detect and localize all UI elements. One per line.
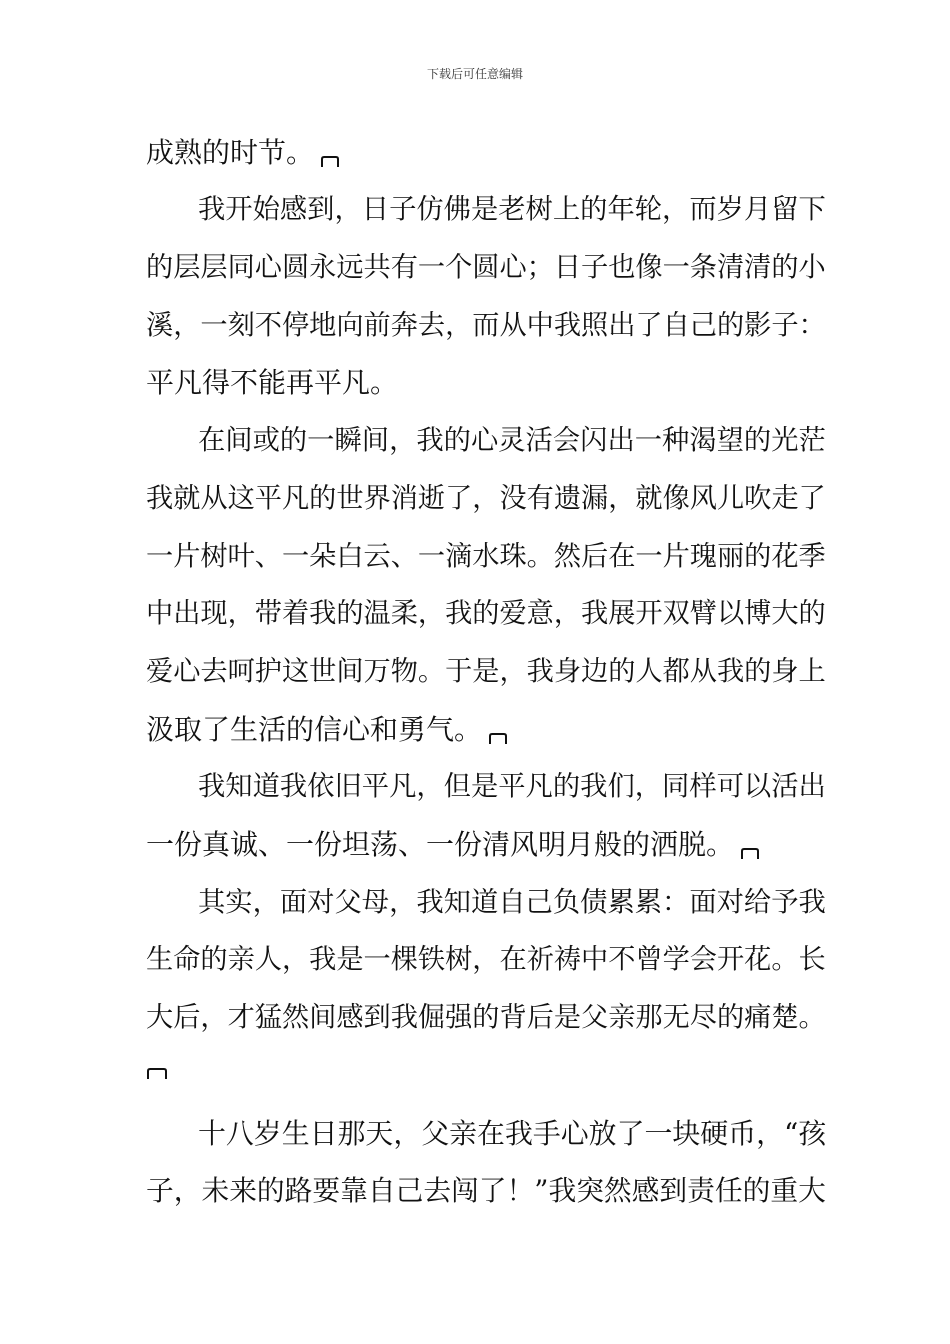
text-line-7: 我就从这平凡的世界消逝了，没有遗漏，就像风儿吹走了 — [146, 483, 826, 514]
text-line-16: 大后，才猛然间感到我倔强的背后是父亲那无尽的痛楚。 — [146, 1002, 826, 1033]
text-line-15: 生命的亲人，我是一棵铁树，在祈祷中不曾学会开花。长 — [146, 944, 826, 975]
text-line-2: 我开始感到，日子仿佛是老树上的年轮，而岁月留下 — [198, 194, 826, 225]
text-line-8: 一片树叶、一朵白云、一滴水珠。然后在一片瑰丽的花季 — [146, 541, 826, 572]
text-line-6: 在间或的一瞬间，我的心灵活会闪出一种渴望的光茫 — [198, 425, 826, 456]
text-line-12: 我知道我依旧平凡，但是平凡的我们，同样可以活出 — [198, 771, 826, 802]
text-line-17: 十八岁生日那天，父亲在我手心放了一块硬币，“孩 — [198, 1117, 827, 1150]
text-line-13: 一份真诚、一份坦荡、一份清风明月般的洒脱。 — [146, 825, 826, 865]
text-line-4: 溪，一刻不停地向前奔去，而从中我照出了自己的影子： — [146, 310, 826, 341]
paragraph-mark-icon — [320, 154, 340, 168]
text-line-18: 子，未来的路要靠自己去闯了！”我突然感到责任的重大 — [146, 1174, 826, 1207]
text-line-11: 汲取了生活的信心和勇气。 — [146, 710, 826, 750]
text-line-3: 的层层同心圆永远共有一个圆心；日子也像一条清清的小 — [146, 252, 826, 283]
text-line-1: 成熟的时节。 — [146, 133, 826, 173]
text-line-5: 平凡得不能再平凡。 — [146, 366, 399, 399]
page-header: 下载后可任意编辑 — [426, 67, 523, 81]
text-line-10: 爱心去呵护这世间万物。于是，我身边的人都从我的身上 — [146, 656, 826, 687]
paragraph-mark-icon — [488, 731, 508, 745]
paragraph-mark-icon — [740, 846, 760, 860]
text-line-14: 其实，面对父母，我知道自己负债累累：面对给予我 — [198, 887, 826, 918]
text-line-9: 中出现，带着我的温柔，我的爱意，我展开双臂以博大的 — [146, 598, 826, 629]
paragraph-mark-icon — [146, 1066, 168, 1080]
